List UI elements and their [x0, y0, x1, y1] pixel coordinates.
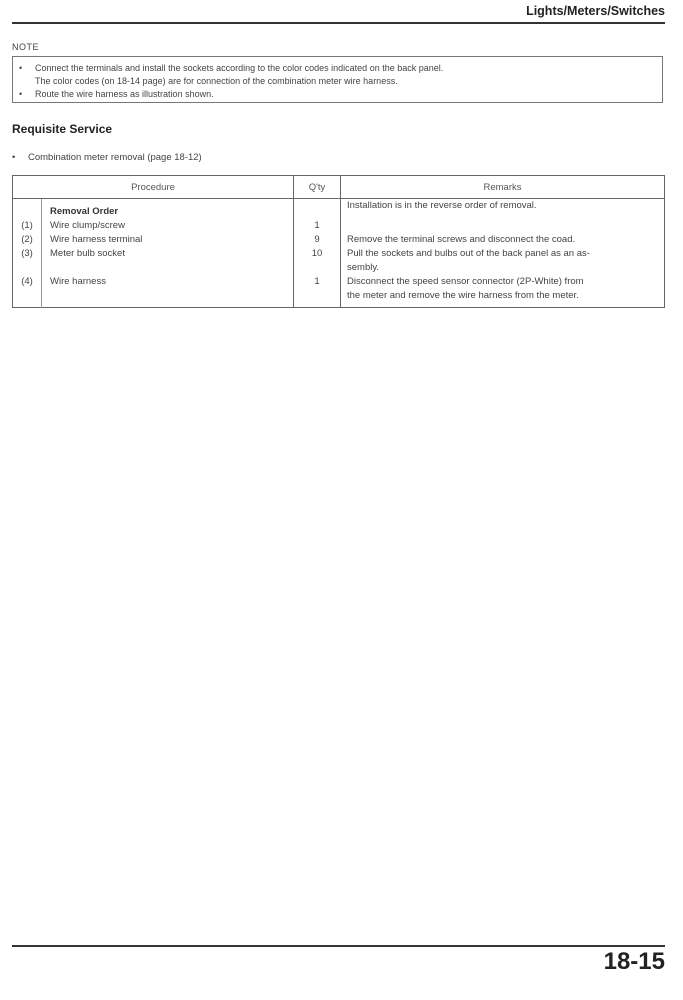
bullet-icon: •	[12, 152, 16, 163]
section-title: Requisite Service	[12, 122, 113, 136]
qty-value: 9	[314, 234, 320, 245]
note-line	[19, 62, 662, 75]
requisite-service-item	[12, 152, 202, 163]
requisite-service-text: Combination meter removal (page 18-12)	[28, 152, 202, 163]
qty-value: 1	[314, 220, 320, 231]
table-body-row	[13, 199, 665, 308]
number-column	[13, 199, 42, 308]
remark-text: sembly.	[347, 262, 380, 273]
note-line	[19, 88, 662, 101]
row-number: (4)	[21, 276, 33, 287]
reverse-order-note: Installation is in the reverse order of removal.	[347, 200, 537, 211]
remark-text: Remove the terminal screws and disconnect the coad.	[347, 234, 576, 245]
remark-text: Disconnect the speed sensor connector (2P-White) from	[347, 276, 584, 287]
procedure-step: Wire harness terminal	[50, 234, 143, 245]
header-remarks: Remarks	[341, 176, 665, 199]
procedure-step: Wire clump/screw	[50, 220, 125, 231]
note-box	[12, 56, 663, 103]
procedure-table	[12, 175, 665, 308]
qty-column	[294, 199, 341, 308]
note-text: Connect the terminals and install the sockets according to the color codes indicated on the back panel.	[35, 63, 444, 73]
procedure-step: Meter bulb socket	[50, 248, 125, 259]
bullet-icon: •	[19, 89, 23, 99]
procedure-column	[42, 199, 294, 308]
qty-value: 1	[314, 276, 320, 287]
row-number: (1)	[21, 220, 33, 231]
remark-text: Pull the sockets and bulbs out of the back panel as an as-	[347, 248, 590, 259]
header-qty: Q'ty	[294, 176, 341, 199]
page-number: 18-15	[603, 948, 665, 975]
footer-rule	[12, 945, 665, 947]
note-text: Route the wire harness as illustration shown.	[35, 89, 214, 99]
qty-value: 10	[311, 248, 323, 259]
removal-order-heading: Removal Order	[50, 206, 119, 217]
page-header-title: Lights/Meters/Switches	[526, 4, 665, 18]
row-number: (2)	[21, 234, 33, 245]
header-rule	[12, 22, 665, 24]
bullet-icon: •	[19, 63, 23, 73]
table-header-row	[13, 176, 665, 199]
note-label: NOTE	[12, 42, 40, 52]
procedure-step: Wire harness	[50, 276, 106, 287]
note-line	[19, 75, 662, 88]
header-procedure: Procedure	[13, 176, 294, 199]
remarks-column	[341, 199, 665, 308]
remark-text: the meter and remove the wire harness from the meter.	[347, 290, 579, 301]
row-number: (3)	[21, 248, 33, 259]
note-text: The color codes (on 18-14 page) are for connection of the combination meter wire harness.	[35, 76, 398, 86]
